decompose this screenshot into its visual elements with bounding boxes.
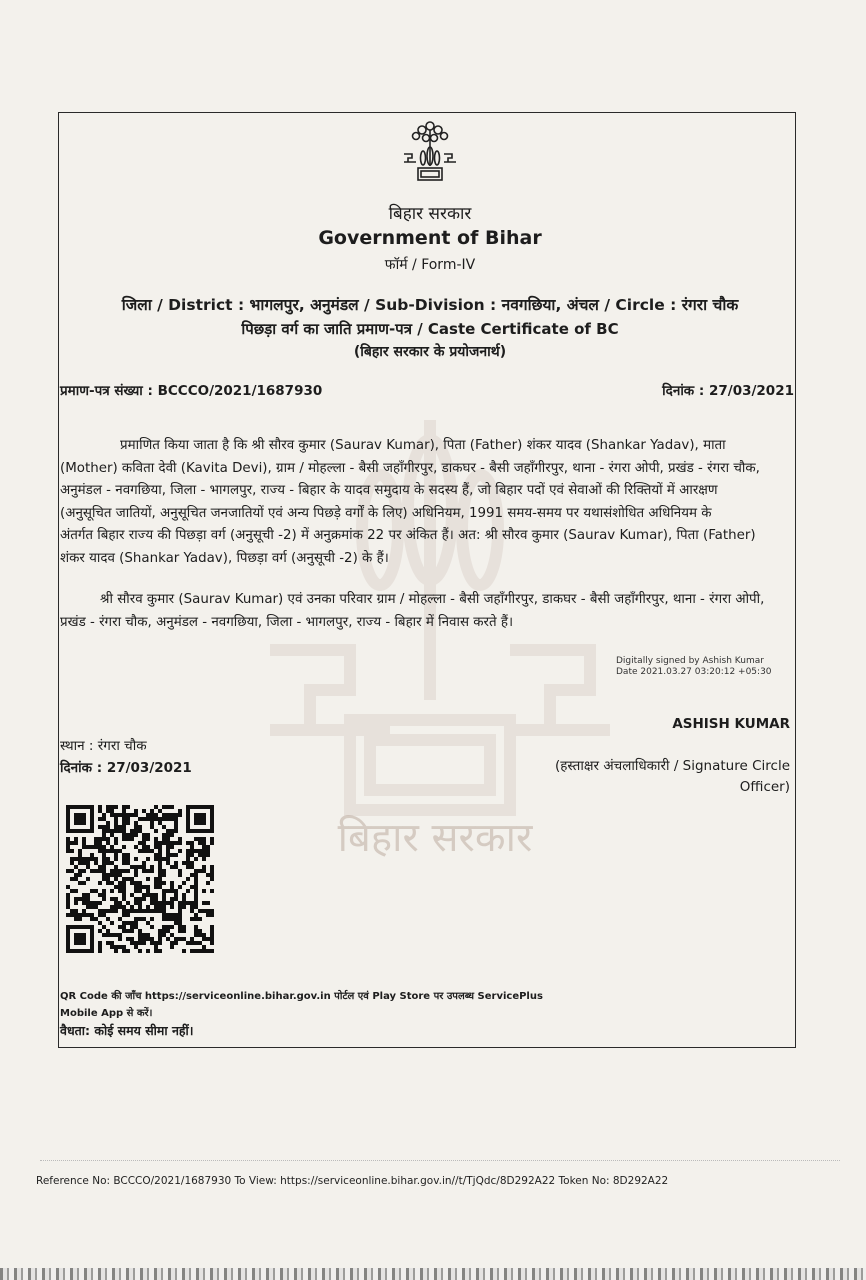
jurisdiction-line: जिला / District : भागलपुर, अनुमंडल / Sub-Division : नवगछिया, अंचल / Circle : रंगरा चौक [121, 296, 739, 314]
digital-signature-stamp [616, 656, 772, 678]
watermark-text: बिहार सरकार [337, 815, 533, 861]
qr-code-icon [66, 802, 214, 956]
paragraph-line: (Mother) कविता देवी (Kavita Devi), ग्राम / मोहल्ला - बैसी जहाँगीरपुर, डाकघर - बैसी जहाँगीरपुर, थाना - रंगरा ओपी, प्रखंड - रंगरा चौक, [60, 460, 760, 476]
divider [40, 1160, 840, 1161]
paragraph-line: अंतर्गत बिहार राज्य की पिछड़ा वर्ग (अनुसूची -2) में अनुक्रमांक 22 पर अंकित हैं। अत: श्री सौरव कुमार (Saurav Kumar), पिता (Father) [60, 528, 756, 544]
qr-verification-note [60, 988, 800, 1019]
certificate-paragraph-2 [60, 589, 792, 634]
qr-note-line: QR Code की जाँच https://serviceonline.bihar.gov.in पोर्टल एवं Play Store पर उपलब्ध ServicePlus [60, 991, 543, 1002]
place-date: दिनांक : 27/03/2021 [60, 760, 192, 776]
designation-line: Officer) [739, 779, 790, 795]
paragraph-line: श्री सौरव कुमार (Saurav Kumar) एवं उनका परिवार ग्राम / मोहल्ला - बैसी जहाँगीरपुर, डाकघर - बैसी जहाँगीरपुर, थाना - रंगरा ओपी, [100, 592, 765, 607]
certificate-number: प्रमाण-पत्र संख्या : BCCCO/2021/1687930 [60, 383, 323, 399]
paragraph-line: शंकर यादव (Shankar Yadav), पिछड़ा वर्ग (अनुसूची -2) के हैं। [60, 550, 389, 566]
form-number: फॉर्म / Form-IV [384, 257, 476, 273]
issue-place: स्थान : रंगरा चौक [60, 738, 147, 754]
purpose-line: (बिहार सरकार के प्रयोजनार्थ) [353, 344, 507, 360]
state-name-hindi: बिहार सरकार [388, 204, 472, 224]
digital-signature-name: Digitally signed by Ashish Kumar [616, 656, 764, 666]
designation-line: (हस्ताक्षर अंचलाधिकारी / Signature Circle [554, 758, 790, 774]
paragraph-line: प्रखंड - रंगरा चौक, अनुमंडल - नवगछिया, जिला - भागलपुर, राज्य - बिहार में निवास करते हैं। [60, 614, 514, 630]
reference-line: Reference No: BCCCO/2021/1687930 To View: https://serviceonline.bihar.gov.in//t/TjQdc/8D292A22 Token No: 8D292A22 [36, 1175, 669, 1187]
validity-note: वैधता: कोई समय सीमा नहीं। [60, 1023, 194, 1038]
bihar-emblem-icon [400, 118, 460, 182]
scan-edge [0, 1268, 866, 1280]
digital-signature-date: Date 2021.03.27 03:20:12 +05:30 [616, 667, 772, 677]
paragraph-line: प्रमाणित किया जाता है कि श्री सौरव कुमार (Saurav Kumar), पिता (Father) शंकर यादव (Shankar Yadav), माता [120, 438, 726, 453]
certificate-title: पिछड़ा वर्ग का जाति प्रमाण-पत्र / Caste Certificate of BC [241, 320, 619, 338]
signatory-name: ASHISH KUMAR [672, 716, 790, 732]
issue-date: दिनांक : 27/03/2021 [662, 383, 794, 399]
paragraph-line: अनुमंडल - नवगछिया, जिला - भागलपुर, राज्य - बिहार के यादव समुदाय के सदस्य हैं, जो बिहार पदों एवं सेवाओं की रिक्तियों में आरक्षण [60, 483, 718, 499]
signatory-designation [555, 756, 790, 798]
paragraph-line: (अनुसूचित जातियों, अनुसूचित जनजातियों एवं अन्य पिछड़े वर्गों के लिए) अधिनियम, 1991 समय-समय पर यथासंशोधित अधिनियम के [60, 505, 712, 521]
qr-note-line: Mobile App से करें। [60, 1008, 153, 1019]
government-title: Government of Bihar [318, 227, 542, 249]
certificate-paragraph-1 [60, 435, 792, 571]
